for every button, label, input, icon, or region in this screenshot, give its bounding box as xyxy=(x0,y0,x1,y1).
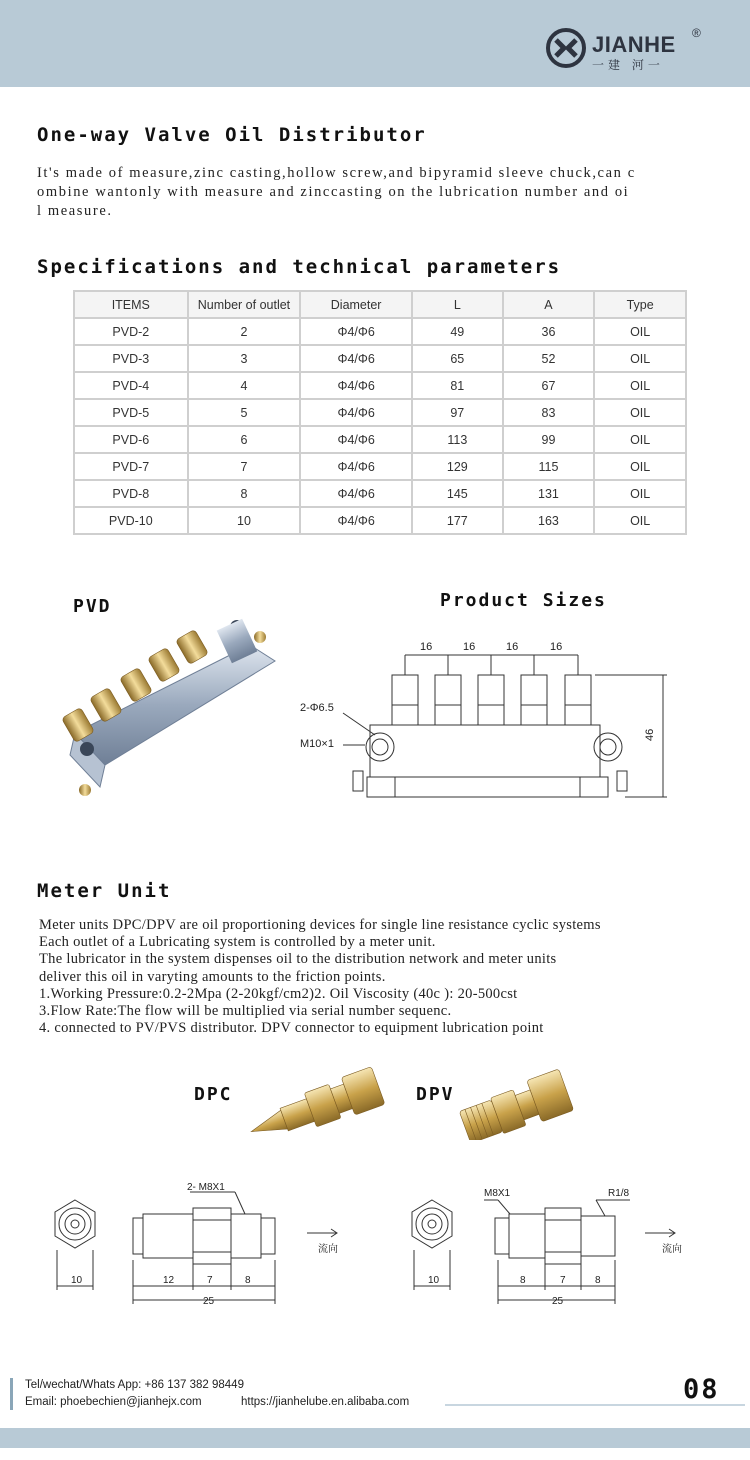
footer-band xyxy=(0,1428,750,1448)
table-cell: 10 xyxy=(188,507,301,534)
col-header: Diameter xyxy=(300,291,412,318)
page-number: 08 xyxy=(683,1374,720,1405)
dpv-dim: 8 xyxy=(595,1275,601,1286)
table-cell: PVD-6 xyxy=(74,426,188,453)
product-sizes-title: Product Sizes xyxy=(440,590,607,611)
table-cell: Φ4/Φ6 xyxy=(300,507,412,534)
dpv-product-photo xyxy=(455,1060,585,1140)
table-cell: 65 xyxy=(412,345,503,372)
dpc-product-photo xyxy=(240,1062,390,1142)
hole-label: 2-Φ6.5 xyxy=(300,702,334,714)
pvd-label: PVD xyxy=(73,596,112,617)
dpc-total: 25 xyxy=(203,1296,215,1307)
footer-accent-bar xyxy=(10,1378,13,1410)
footer-website-link[interactable]: https://jianhelube.en.alibaba.com xyxy=(241,1396,410,1408)
spec-table-body xyxy=(74,318,686,534)
col-header: A xyxy=(503,291,595,318)
intro-paragraph xyxy=(37,164,709,221)
table-cell: 145 xyxy=(412,480,503,507)
table-cell: OIL xyxy=(594,318,686,345)
table-cell: 163 xyxy=(503,507,595,534)
brand-subtitle: 一建 河一 xyxy=(592,58,664,72)
meter-paragraph xyxy=(39,917,729,1037)
footer-phone: Tel/wechat/Whats App: +86 137 382 98449 xyxy=(25,1379,244,1391)
table-cell: 8 xyxy=(188,480,301,507)
table-cell: 131 xyxy=(503,480,595,507)
brand-logo xyxy=(546,26,716,72)
height-label: 46 xyxy=(644,728,656,741)
table-cell: 52 xyxy=(503,345,595,372)
dpc-dim: 12 xyxy=(163,1275,175,1286)
spec-table xyxy=(73,290,687,535)
pitch-dim: 16 xyxy=(550,641,563,653)
table-cell: 67 xyxy=(503,372,595,399)
table-cell: 129 xyxy=(412,453,503,480)
table-cell: 36 xyxy=(503,318,595,345)
intro-line: ombine wantonly with measure and zinccasting on the lubrication number and oi xyxy=(37,184,630,200)
table-row xyxy=(74,399,686,426)
meter-line: 3.Flow Rate:The flow will be multiplied via serial number sequenc. xyxy=(39,1003,452,1020)
table-cell: Φ4/Φ6 xyxy=(300,480,412,507)
dpv-thread-right: R1/8 xyxy=(608,1188,630,1199)
intro-line: It's made of measure,zinc casting,hollow screw,and bipyramid sleeve chuck,can c xyxy=(37,165,636,181)
table-row xyxy=(74,372,686,399)
table-cell: OIL xyxy=(594,399,686,426)
table-cell: 49 xyxy=(412,318,503,345)
meter-line: 1.Working Pressure:0.2-2Mpa (2-20kgf/cm2)2. Oil Viscosity (40c ): 20-500cst xyxy=(39,985,518,1002)
dpv-thread-left: M8X1 xyxy=(484,1188,511,1199)
table-cell: OIL xyxy=(594,453,686,480)
table-cell: 115 xyxy=(503,453,595,480)
meter-line: Meter units DPC/DPV are oil proportioning devices for single line resistance cyclic systems xyxy=(39,917,601,933)
brand-name: JIANHE xyxy=(592,32,676,57)
table-cell: 99 xyxy=(503,426,595,453)
table-cell: Φ4/Φ6 xyxy=(300,453,412,480)
dpv-dim: 7 xyxy=(560,1275,566,1286)
table-row xyxy=(74,318,686,345)
intro-line: l measure. xyxy=(37,203,113,219)
col-header: ITEMS xyxy=(74,291,188,318)
table-cell: 7 xyxy=(188,453,301,480)
registered-mark: ® xyxy=(692,26,701,40)
footer-email[interactable]: Email: phoebechien@jianhejx.com xyxy=(25,1396,202,1408)
dpv-label: DPV xyxy=(416,1084,455,1105)
table-cell: Φ4/Φ6 xyxy=(300,372,412,399)
table-cell: PVD-5 xyxy=(74,399,188,426)
intro-title: One-way Valve Oil Distributor xyxy=(37,124,427,146)
table-cell: OIL xyxy=(594,426,686,453)
table-cell: 97 xyxy=(412,399,503,426)
dpv-dimension-drawing xyxy=(400,1180,740,1315)
pitch-dim: 16 xyxy=(506,641,519,653)
dpc-dim: 7 xyxy=(207,1275,213,1286)
dpc-thread-label: 2- M8X1 xyxy=(187,1182,225,1193)
table-cell: PVD-7 xyxy=(74,453,188,480)
table-cell: 177 xyxy=(412,507,503,534)
table-cell: 2 xyxy=(188,318,301,345)
table-cell: 83 xyxy=(503,399,595,426)
table-cell: OIL xyxy=(594,345,686,372)
table-cell: PVD-3 xyxy=(74,345,188,372)
table-cell: OIL xyxy=(594,480,686,507)
table-row xyxy=(74,345,686,372)
dpc-hex-width: 10 xyxy=(71,1275,83,1286)
dpv-flow-label: 流向 xyxy=(662,1244,682,1255)
col-header: Type xyxy=(594,291,686,318)
table-cell: Φ4/Φ6 xyxy=(300,318,412,345)
table-cell: 4 xyxy=(188,372,301,399)
table-cell: 6 xyxy=(188,426,301,453)
dpv-total: 25 xyxy=(552,1296,564,1307)
col-header: Number of outlet xyxy=(188,291,301,318)
table-header-row xyxy=(74,291,686,318)
dpc-dimension-drawing xyxy=(45,1180,385,1315)
pvd-product-photo xyxy=(45,615,285,805)
table-row xyxy=(74,480,686,507)
jianhe-logo-icon xyxy=(546,28,586,68)
meter-title: Meter Unit xyxy=(37,880,172,902)
table-cell: 81 xyxy=(412,372,503,399)
meter-line: The lubricator in the system dispenses oil to the distribution network and meter units xyxy=(39,951,557,968)
table-cell: PVD-8 xyxy=(74,480,188,507)
table-cell: Φ4/Φ6 xyxy=(300,426,412,453)
dpv-hex-width: 10 xyxy=(428,1275,440,1286)
table-cell: 3 xyxy=(188,345,301,372)
table-cell: PVD-2 xyxy=(74,318,188,345)
dpc-label: DPC xyxy=(194,1084,233,1105)
thread-label: M10×1 xyxy=(300,738,334,750)
table-row xyxy=(74,453,686,480)
table-cell: PVD-10 xyxy=(74,507,188,534)
dpv-dim: 8 xyxy=(520,1275,526,1286)
table-row xyxy=(74,426,686,453)
meter-line: deliver this oil in varyting amounts to the friction points. xyxy=(39,968,386,985)
specs-title: Specifications and technical parameters xyxy=(37,256,562,278)
pitch-dim: 16 xyxy=(420,641,433,653)
meter-line: 4. connected to PV/PVS distributor. DPV connector to equipment lubrication point xyxy=(39,1020,544,1037)
table-row xyxy=(74,507,686,534)
table-cell: 5 xyxy=(188,399,301,426)
table-cell: Φ4/Φ6 xyxy=(300,345,412,372)
table-cell: 113 xyxy=(412,426,503,453)
pvd-dimension-drawing xyxy=(295,635,675,815)
meter-line: Each outlet of a Lubricating system is controlled by a meter unit. xyxy=(39,934,436,951)
pitch-dim: 16 xyxy=(463,641,476,653)
dpc-dim: 8 xyxy=(245,1275,251,1286)
table-cell: Φ4/Φ6 xyxy=(300,399,412,426)
table-cell: OIL xyxy=(594,507,686,534)
dpc-flow-label: 流向 xyxy=(318,1244,338,1255)
col-header: L xyxy=(412,291,503,318)
table-cell: OIL xyxy=(594,372,686,399)
table-cell: PVD-4 xyxy=(74,372,188,399)
